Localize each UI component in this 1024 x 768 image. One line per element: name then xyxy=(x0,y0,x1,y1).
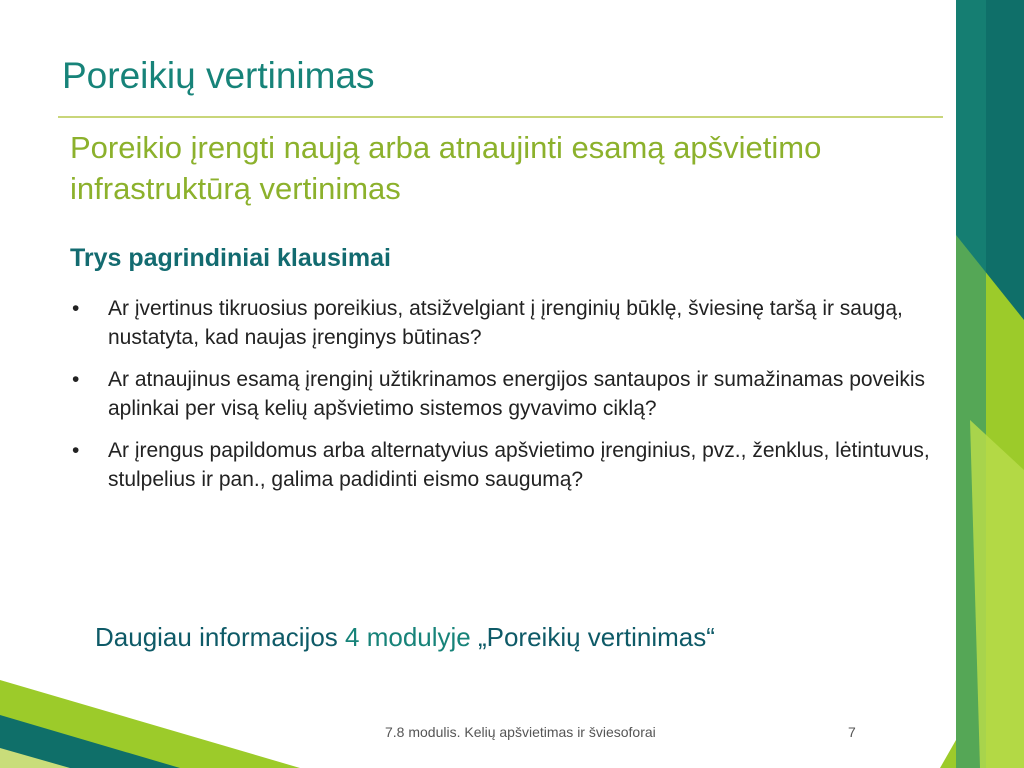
bullet-item xyxy=(70,365,930,423)
slide-title: Poreikių vertinimas xyxy=(62,55,375,96)
bullet-text: Ar įvertinus tikruosius poreikius, atsižvelgiant į įrenginių būklę, šviesinę taršą ir saugą, nustatyta, kad naujas įrenginys būtinas? xyxy=(108,297,903,349)
bullet-mark: • xyxy=(72,297,80,320)
more-info-note xyxy=(95,622,715,653)
bottom-right-wedge xyxy=(940,740,956,768)
section-heading: Trys pagrindiniai klausimai xyxy=(70,244,391,272)
bullet-item xyxy=(70,436,930,494)
bullet-mark: • xyxy=(72,439,80,462)
more-info-suffix: „Poreikių vertinimas“ xyxy=(470,622,715,652)
title-divider xyxy=(58,116,943,118)
bullet-item xyxy=(70,294,930,352)
bullet-text: Ar įrengus papildomus arba alternatyvius apšvietimo įrenginius, pvz., ženklus, lėtintuvus, stulpelius ir pan., galima padidinti eismo saugumą? xyxy=(108,439,930,491)
more-info-prefix: Daugiau informacijos xyxy=(95,622,346,652)
more-info-module-link[interactable]: 4 modulyje xyxy=(345,622,471,652)
bullet-list xyxy=(70,294,930,507)
footer-text: 7.8 modulis. Kelių apšvietimas ir šviesoforai xyxy=(385,724,656,740)
page-number: 7 xyxy=(848,724,856,740)
slide-subtitle: Poreikio įrengti naują arba atnaujinti esamą apšvietimo infrastruktūrą vertinimas xyxy=(70,130,822,206)
bullet-mark: • xyxy=(72,368,80,391)
bullet-text: Ar atnaujinus esamą įrenginį užtikrinamos energijos santaupos ir sumažinamas poveikis aplinkai per visą kelių apšvietimo sistemos gyvavimo ciklą? xyxy=(108,368,926,420)
